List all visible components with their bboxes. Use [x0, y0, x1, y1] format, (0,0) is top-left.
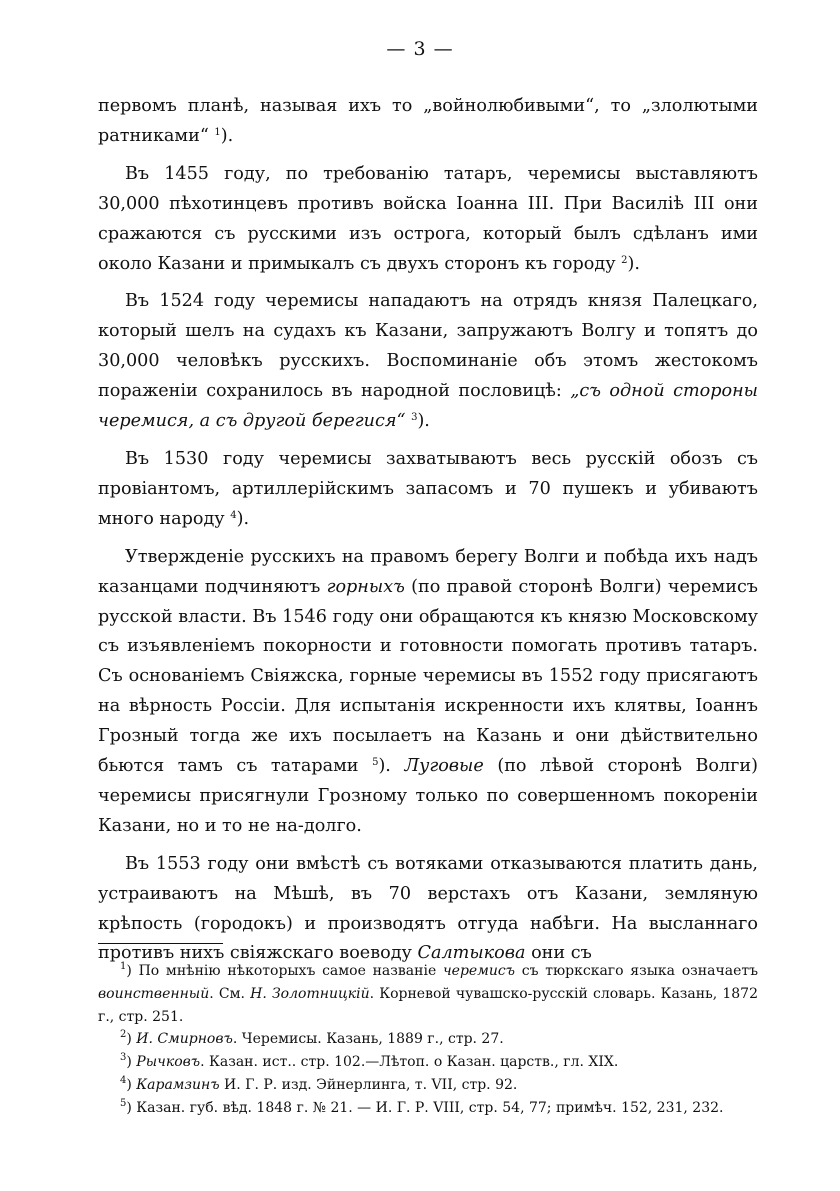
footnote-ref[interactable]: 3 — [411, 412, 418, 424]
paragraph — [98, 543, 758, 842]
text-run: первомъ планѣ, называя ихъ то „войнолюбивыми“, то „злолютыми ратниками“ — [98, 96, 758, 146]
footnote — [98, 1028, 758, 1051]
footnote-number: 3 — [120, 1052, 127, 1064]
paragraph — [98, 160, 758, 280]
italic-term: черемисъ — [442, 963, 516, 979]
footnote — [98, 1097, 758, 1120]
footnote-divider — [98, 943, 223, 944]
footnote-number: 4 — [120, 1074, 127, 1086]
page-number: — 3 — — [386, 38, 454, 60]
text-run: ) По мнѣнію нѣкоторыхъ самое названіе — [126, 963, 443, 979]
footnote-number: 2 — [120, 1029, 127, 1041]
text-run: Утвержденіе русскихъ на правомъ берегу Волги и побѣда ихъ надъ казанцами подчиняютъ — [98, 546, 758, 597]
footnote — [98, 1051, 758, 1074]
text-run: . Казан. ист.. стр. 102.—Лѣтоп. о Казан. царств., гл. XIX. — [200, 1054, 619, 1071]
paragraph — [98, 92, 758, 152]
text-run: ) — [126, 1031, 137, 1048]
text-run: Въ 1455 году, по требованію татаръ, черемисы выставляютъ 30,000 пѣхотинцевъ противъ войска Іоанна III. При Василіѣ III они сражаются съ русскими изъ острога, который былъ сдѣланъ ими около Казани и примыкалъ съ двухъ сторонъ къ городу — [98, 163, 758, 274]
paragraph — [98, 850, 758, 970]
italic-author: Карамзинъ — [136, 1076, 220, 1093]
footnote-number: 5 — [120, 1097, 127, 1109]
text-run: (по правой сторонѣ Волги) черемисъ русской власти. Въ 1546 году они обращаются къ князю Московскому съ изъявленіемъ покорности и готовности помогать противъ татаръ. Съ основаніемъ Свіяжска, горные черемисы въ 1552 году присягаютъ на вѣрность Россіи. Для испытанія искренности ихъ клятвы, Іоаннъ Грозный тогда же ихъ посылаетъ на Казань и они дѣйствительно бьются тамъ съ татарами — [98, 576, 758, 777]
text-run: ) — [126, 1054, 137, 1071]
footnote — [98, 1074, 758, 1097]
paragraph — [98, 287, 758, 437]
footnote-ref[interactable]: 4 — [230, 509, 237, 521]
footnote-ref[interactable]: 5 — [372, 757, 379, 769]
text-run: . Корневой чувашско-русскій словарь. Казань, 1872 г., стр. 251. — [98, 985, 758, 1025]
italic-term: горныхъ — [326, 576, 405, 597]
text-run: Въ 1524 году черемисы нападаютъ на отрядъ князя Палецкаго, который шелъ на судахъ къ Казани, запружаютъ Волгу и топятъ до 30,000 человѣкъ русскихъ. Воспоминаніе объ этомъ жестокомъ пораженіи сохранилось въ народной пословицѣ: — [98, 291, 758, 402]
text-run: они съ — [525, 943, 592, 964]
text-run: . См. — [209, 985, 251, 1002]
italic-term: воинственный — [98, 985, 210, 1002]
italic-term: Луговые — [404, 756, 484, 777]
footnote — [98, 960, 758, 1028]
text-run: ). — [220, 125, 234, 146]
text-run: съ тюркскаго языка означаетъ — [515, 963, 759, 979]
text-run: ). — [627, 253, 641, 274]
italic-name: Салтыкова — [417, 943, 526, 964]
footnotes — [98, 960, 758, 1120]
footnote-number: 1 — [120, 961, 127, 972]
text-run: (по лѣвой сторонѣ Волги) черемисы присягнули Грозному только по совершенномъ покореніи Казани, но и то не на-долго. — [98, 756, 758, 836]
main-text — [98, 92, 758, 977]
text-run: ) Казан. губ. вѣд. 1848 г. № 21. — И. Г. Р. VIII, стр. 54, 77; примѣч. 152, 231, 232. — [126, 1099, 724, 1116]
text-run: . Черемисы. Казань, 1889 г., стр. 27. — [232, 1031, 504, 1048]
text-run: ). — [236, 508, 250, 529]
italic-author: И. Смирновъ — [136, 1031, 233, 1048]
italic-author: Н. Золотницкій — [250, 985, 370, 1002]
text-run: ). — [417, 411, 430, 432]
paragraph — [98, 445, 758, 535]
italic-author: Рычковъ — [136, 1054, 201, 1071]
text-run: И. Г. Р. изд. Эйнерлинга, т. VII, стр. 92. — [219, 1076, 518, 1093]
footnote-ref[interactable]: 2 — [621, 254, 628, 266]
text-run: ). — [378, 756, 405, 777]
proverb-quote: „съ одной стороны черемися, а съ другой берегися“ — [98, 381, 759, 432]
text-run: ) — [126, 1076, 137, 1093]
text-run: Въ 1553 году они вмѣстѣ съ вотяками отказываются платить дань, устраиваютъ на Мѣшѣ, въ 70 верстахъ отъ Казани, земляную крѣпость (городокъ) и производятъ отгуда набѣги. На высланнаго противъ нихъ свіяжскаго воеводу — [98, 853, 758, 964]
footnote-ref[interactable]: 1 — [214, 126, 221, 138]
text-run: Въ 1530 году черемисы захватываютъ весь русскій обозъ съ провіантомъ, артиллерійскимъ запасомъ и 70 пушекъ и убиваютъ много народу — [98, 448, 758, 529]
